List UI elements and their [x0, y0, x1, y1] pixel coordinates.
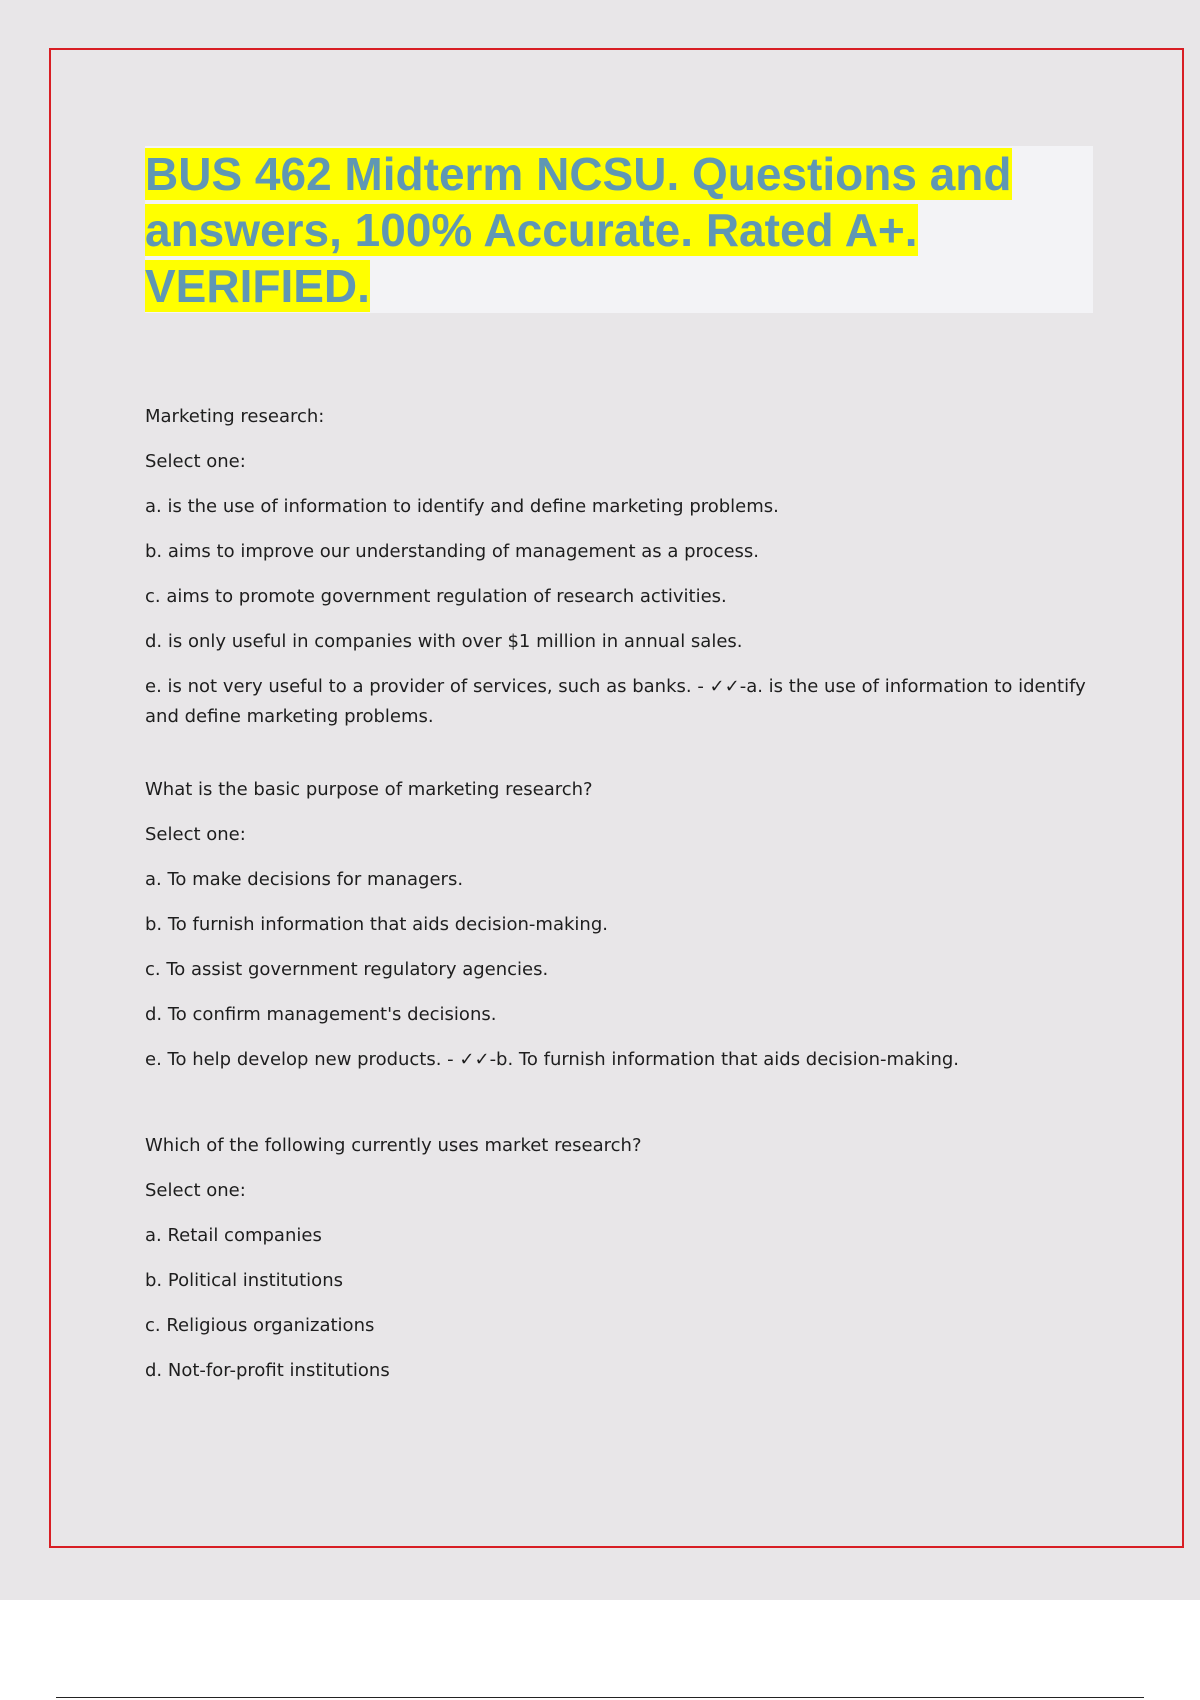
- answer-option: b. Political institutions: [145, 1270, 343, 1291]
- answer-option: c. To assist government regulatory agencies.: [145, 959, 549, 980]
- question-prompt: Which of the following currently uses market research?: [145, 1135, 642, 1156]
- question-prompt: What is the basic purpose of marketing research?: [145, 779, 593, 800]
- question-3: [145, 1129, 1095, 1399]
- answer-option: d. is only useful in companies with over $1 million in annual sales.: [145, 631, 743, 652]
- answer-option: c. Religious organizations: [145, 1315, 375, 1336]
- select-one-label: Select one:: [145, 451, 246, 472]
- question-1: [145, 400, 1095, 732]
- answer-option: a. Retail companies: [145, 1225, 322, 1246]
- title-line-1: BUS 462 Midterm NCSU. Questions and: [145, 148, 1012, 200]
- title-line-3: VERIFIED.: [145, 260, 370, 312]
- answer-option: d. Not-for-profit institutions: [145, 1360, 390, 1381]
- answer-option: d. To confirm management's decisions.: [145, 1004, 497, 1025]
- footer-rule: [56, 1697, 1144, 1698]
- answer-option-with-key: e. To help develop new products. - ✓✓-b. To furnish information that aids decision-making.: [145, 1049, 960, 1070]
- answer-option: b. To furnish information that aids decision-making.: [145, 914, 608, 935]
- title-line-2: answers, 100% Accurate. Rated A+.: [145, 204, 918, 256]
- question-prompt: Marketing research:: [145, 406, 325, 427]
- answer-option: a. is the use of information to identify and define marketing problems.: [145, 496, 779, 517]
- question-2: [145, 773, 1095, 1088]
- questions-content: [145, 400, 1095, 1440]
- select-one-label: Select one:: [145, 824, 246, 845]
- answer-option: b. aims to improve our understanding of management as a process.: [145, 541, 760, 562]
- answer-option: a. To make decisions for managers.: [145, 869, 464, 890]
- title-block: [145, 146, 1093, 313]
- select-one-label: Select one:: [145, 1180, 246, 1201]
- answer-option-with-key: e. is not very useful to a provider of services, such as banks. - ✓✓-a. is the use of information to identify and define marketing problems.: [145, 676, 1086, 727]
- document-title: [145, 146, 1093, 314]
- answer-option: c. aims to promote government regulation of research activities.: [145, 586, 727, 607]
